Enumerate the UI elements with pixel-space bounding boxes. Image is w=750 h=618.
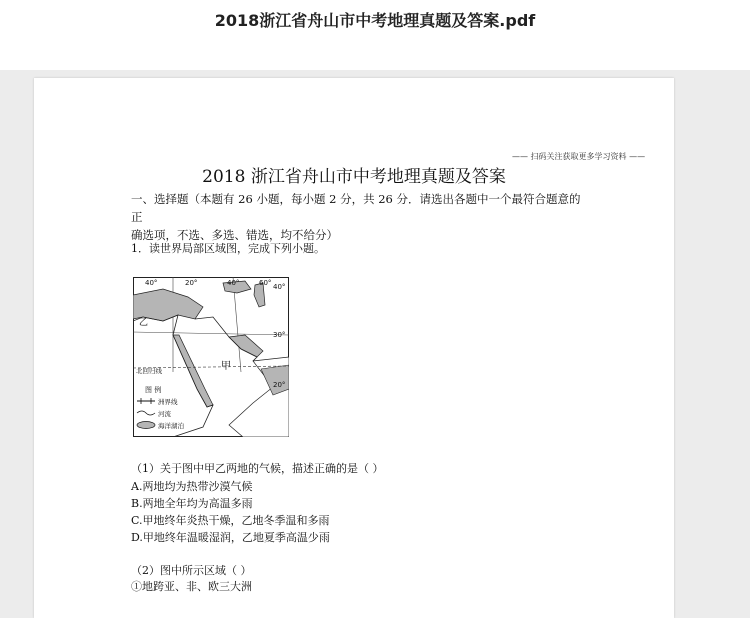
region-map bbox=[133, 277, 289, 437]
sub-question-2: （2）图中所示区域（ ） bbox=[131, 564, 252, 577]
option-c: C.甲地终年炎热干燥，乙地冬季温和多雨 bbox=[131, 514, 330, 527]
option-d: D.甲地终年温暖湿润，乙地夏季高温少雨 bbox=[131, 531, 330, 544]
lon-label: 40° bbox=[227, 279, 240, 287]
section-heading bbox=[131, 190, 591, 244]
section-heading-line2: 确选项，不选、多选、错选，均不给分） bbox=[131, 228, 338, 242]
legend-item: 海洋湖泊 bbox=[158, 422, 184, 430]
lat-label: 30° bbox=[273, 331, 286, 339]
question-1: 1．读世界局部区域图，完成下列小题。 bbox=[131, 242, 325, 255]
sea-legend-icon bbox=[137, 422, 155, 429]
file-title: 2018浙江省舟山市中考地理真题及答案.pdf bbox=[214, 11, 536, 30]
sub2-option-1: ①地跨亚、非、欧三大洲 bbox=[131, 580, 252, 593]
tropic-label: 北回归线 bbox=[136, 367, 162, 375]
lat-label: 20° bbox=[273, 381, 286, 389]
legend-title: 图 例 bbox=[145, 386, 162, 394]
pdf-page bbox=[34, 78, 674, 618]
watermark-text: —— 扫码关注获取更多学习资料 —— bbox=[512, 152, 646, 161]
legend-item: 河流 bbox=[158, 410, 171, 418]
viewer-header bbox=[0, 0, 750, 70]
sub-question-1: （1）关于图中甲乙两地的气候，描述正确的是（ ） bbox=[131, 462, 384, 475]
option-a: A.两地均为热带沙漠气候 bbox=[131, 480, 253, 493]
section-heading-line1: 一、选择题（本题有 26 小题，每小题 2 分，共 26 分．请选出各题中一个最符合题意的正 bbox=[131, 192, 581, 224]
option-b: B.两地全年均为高温多雨 bbox=[131, 497, 253, 510]
lat-label: 40° bbox=[273, 283, 286, 291]
region-yi-label: 乙 bbox=[139, 318, 149, 328]
lon-label: 60° bbox=[259, 279, 272, 287]
legend-item: 洲界线 bbox=[158, 398, 178, 406]
lon-label: 20° bbox=[185, 279, 198, 287]
document-title: 2018 浙江省舟山市中考地理真题及答案 bbox=[202, 167, 506, 187]
lon-label: 40° bbox=[145, 279, 158, 287]
region-jia-label: 甲 bbox=[221, 361, 231, 372]
